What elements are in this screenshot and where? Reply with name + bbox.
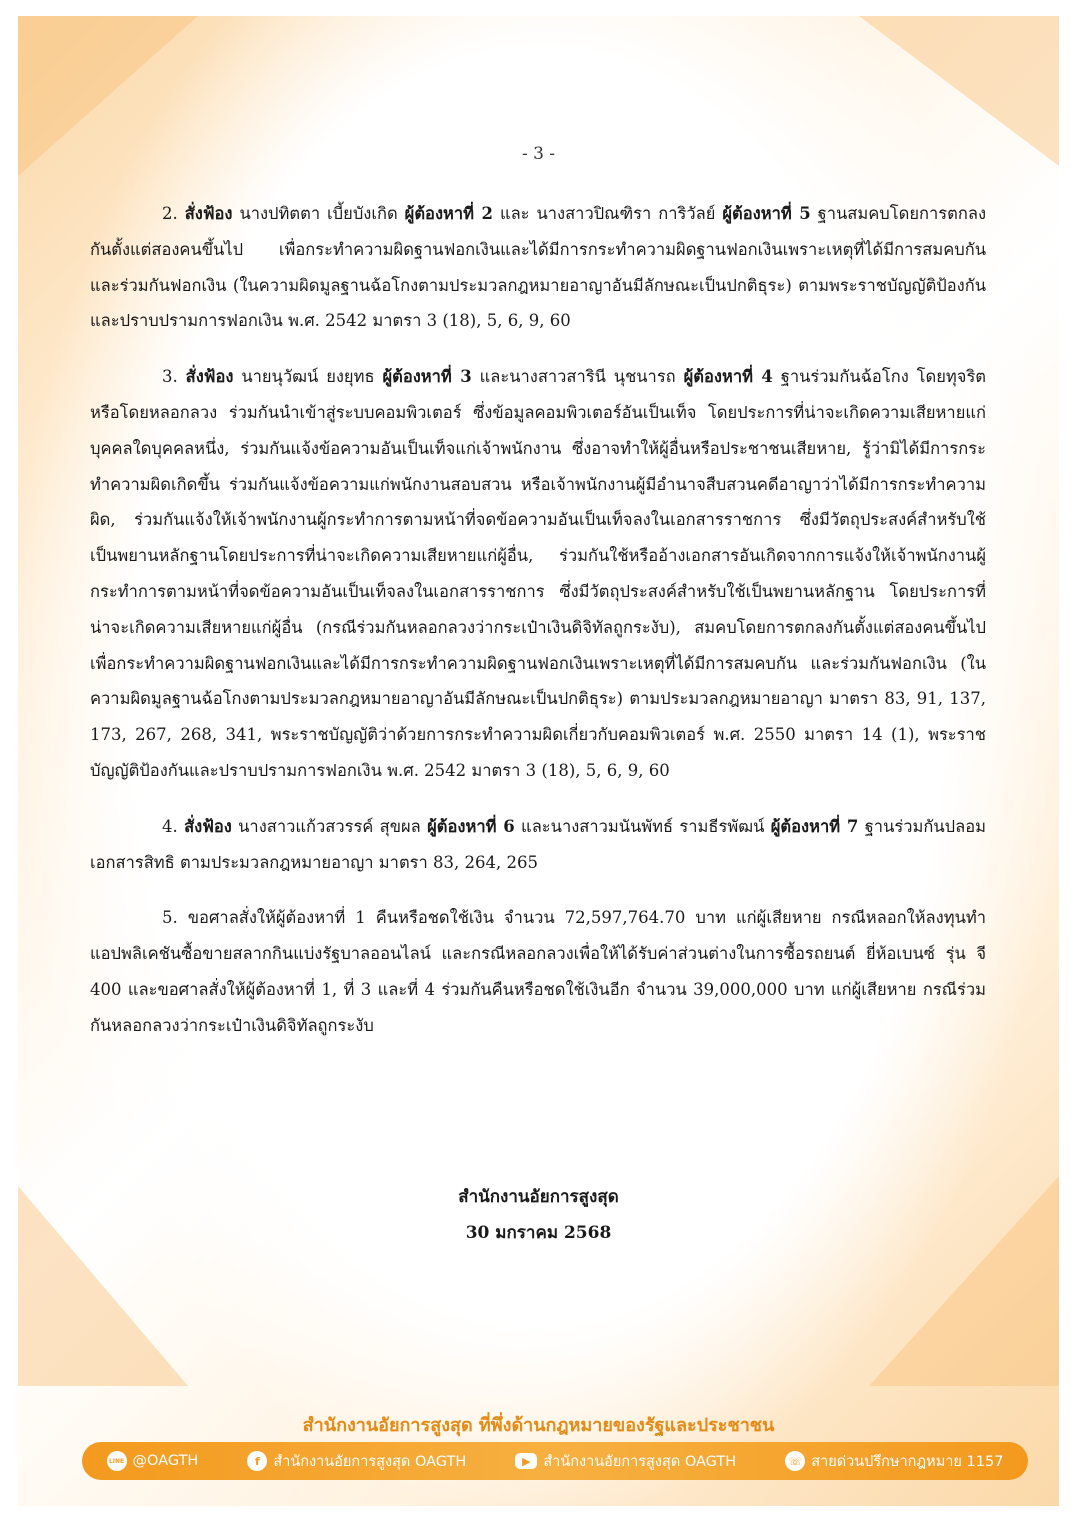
footer-item-facebook[interactable]: [247, 1450, 466, 1473]
footer-item-youtube[interactable]: [515, 1450, 736, 1473]
paragraph-text: และนางสาวสารินี นุชนารถ: [471, 367, 684, 387]
paragraph-text: นางปทิตตา เบี้ยบังเกิด: [232, 204, 405, 223]
paragraph-4: [90, 809, 986, 881]
paragraph-text: ฐานร่วมกันปลอมเอกสารสิทธิ ตามประมวลกฎหมายอาญา มาตรา 83, 264, 265: [90, 816, 986, 872]
bold-term: สั่งฟ้อง: [184, 204, 233, 223]
paragraph-text: นายนุวัฒน์ ยงยุทธ: [233, 367, 383, 387]
footer-item-line[interactable]: [107, 1451, 199, 1471]
footer-contact-bar: [82, 1442, 1028, 1480]
footer-item-label: สายด่วนปรึกษากฎหมาย 1157: [811, 1453, 1004, 1470]
document-page: [18, 16, 1059, 1506]
page-number: - 3 -: [521, 144, 556, 164]
footer-item-label: @OAGTH: [132, 1453, 199, 1469]
bold-term: สั่งฟ้อง: [184, 816, 232, 836]
youtube-icon: ▶: [515, 1453, 537, 1469]
bold-term: สั่งฟ้อง: [185, 367, 234, 387]
bold-term: ผู้ต้องหาที่ 4: [683, 367, 773, 387]
paragraph-2: [90, 196, 986, 339]
paragraph-5: [90, 900, 986, 1043]
paragraph-text: 5. ขอศาลสั่งให้ผู้ต้องหาที่ 1 คืนหรือชดใช้เงิน จำนวน 72,597,764.70 บาท แก่ผู้เสียหาย กรณีหลอกให้ลงทุนทำแอปพลิเคชันซื้อขายสลากกินแบ่งรัฐบาลออนไลน์ และกรณีหลอกลวงเพื่อให้ได้รับค่าส่วนต่างในการซื้อรถยนต์ ยี่ห้อเบนซ์ รุ่น จี 400 และขอศาลสั่งให้ผู้ต้องหาที่ 1, ที่ 3 และที่ 4 ร่วมกันคืนหรือชดใช้เงินอีก จำนวน 39,000,000 บาท แก่ผู้เสียหาย กรณีร่วมกันหลอกลวงว่ากระเป๋าเงินดิจิทัลถูกระงับ: [90, 908, 986, 1035]
footer-item-phone[interactable]: [785, 1450, 1003, 1473]
signature-block: [18, 1179, 1059, 1251]
paragraph-text: และ นางสาวปิณฑิรา การิวัลย์: [492, 204, 723, 223]
bold-term: ผู้ต้องหาที่ 6: [427, 816, 515, 836]
paragraph-text: ฐานร่วมกันฉ้อโกง โดยทุจริตหรือโดยหลอกลวง ร่วมกันนำเข้าสู่ระบบคอมพิวเตอร์ ซึ่งข้อมูลคอมพิวเตอร์อันเป็นเท็จ โดยประการที่น่าจะเกิดความเสียหายแก่บุคคลใดบุคคลหนึ่ง, ร่วมกันแจ้งข้อความอันเป็นเท็จแก่เจ้าพนักงาน ซึ่งอาจทำให้ผู้อื่นหรือประชาชนเสียหาย, รู้ว่ามิได้มีการกระทำความผิดเกิดขึ้น ร่วมกันแจ้งข้อความแก่พนักงานสอบสวน หรือเจ้าพนักงานผู้มีอำนาจสืบสวนคดีอาญาว่าได้มีการกระทำความผิด, ร่วมกันแจ้งให้เจ้าพนักงานผู้กระทำการตามหน้าที่จดข้อความอันเป็นเท็จลงในเอกสารราชการ ซึ่งมีวัตถุประสงค์สำหรับใช้เป็นพยานหลักฐานโดยประการที่น่าจะเกิดความเสียหายแก่ผู้อื่น, ร่วมกันใช้หรืออ้างเอกสารอันเกิดจากการแจ้งให้เจ้าพนักงานผู้กระทำการตามหน้าที่จดข้อความอันเป็นเท็จลงในเอกสารราชการ ซึ่งมีวัตถุประสงค์สำหรับใช้เป็นพยานหลักฐาน โดยประการที่น่าจะเกิดความเสียหายแก่ผู้อื่น (กรณีร่วมกันหลอกลวงว่ากระเป๋าเงินดิจิทัลถูกระงับ), สมคบโดยการตกลงกันตั้งแต่สองคนขึ้นไป เพื่อกระทำความผิดฐานฟอกเงินและได้มีการกระทำความผิดฐานฟอกเงินเพราะเหตุที่ได้มีการสมคบกัน และร่วมกันฟอกเงิน (ในความผิดมูลฐานฉ้อโกงตามประมวลกฎหมายอาญาอันมีลักษณะเป็นปกติธุระ) ตามประมวลกฎหมายอาญา มาตรา 83, 91, 137, 173, 267, 268, 341, พระราชบัญญัติว่าด้วยการกระทำความผิดเกี่ยวกับคอมพิวเตอร์ พ.ศ. 2550 มาตรา 14 (1), พระราชบัญญัติป้องกันและปราบปรามการฟอกเงิน พ.ศ. 2542 มาตรา 3 (18), 5, 6, 9, 60: [90, 367, 987, 780]
signature-org: สำนักงานอัยการสูงสุด: [458, 1187, 619, 1207]
paragraph-text: 4.: [162, 816, 185, 836]
paragraph-text: 3.: [162, 367, 186, 387]
bold-term: ผู้ต้องหาที่ 2: [404, 204, 493, 223]
bold-term: ผู้ต้องหาที่ 3: [382, 367, 472, 387]
footer-item-label: สำนักงานอัยการสูงสุด OAGTH: [543, 1453, 737, 1470]
paragraph-text: ฐานสมคบโดยการตกลงกันตั้งแต่สองคนขึ้นไป เพื่อกระทำความผิดฐานฟอกเงินและได้มีการกระทำความผิดฐานฟอกเงินเพราะเหตุที่ได้มีการสมคบกัน และร่วมกันฟอกเงิน (ในความผิดมูลฐานฉ้อโกงตามประมวลกฎหมายอาญาอันมีลักษณะเป็นปกติธุระ) ตามพระราชบัญญัติป้องกันและปราบปรามการฟอกเงิน พ.ศ. 2542 มาตรา 3 (18), 5, 6, 9, 60: [90, 204, 987, 331]
phone-icon: ☏: [785, 1451, 805, 1471]
bold-term: ผู้ต้องหาที่ 5: [722, 204, 811, 223]
paragraph-3: [90, 359, 986, 789]
footer-item-label: สำนักงานอัยการสูงสุด OAGTH: [273, 1453, 467, 1470]
facebook-icon: f: [247, 1451, 267, 1471]
paragraph-text: 2.: [162, 204, 185, 223]
paragraph-text: และนางสาวมนันพัทธ์ รามธีรพัฒน์: [514, 816, 771, 836]
document-body: [90, 196, 986, 1064]
bold-term: ผู้ต้องหาที่ 7: [770, 816, 859, 836]
paragraph-text: นางสาวแก้วสวรรค์ สุขผล: [231, 816, 428, 836]
footer-slogan: สำนักงานอัยการสูงสุด ที่พึ่งด้านกฎหมายของรัฐและประชาชน: [302, 1415, 775, 1436]
signature-date: 30 มกราคม 2568: [465, 1223, 612, 1243]
line-icon: LINE: [107, 1451, 127, 1471]
